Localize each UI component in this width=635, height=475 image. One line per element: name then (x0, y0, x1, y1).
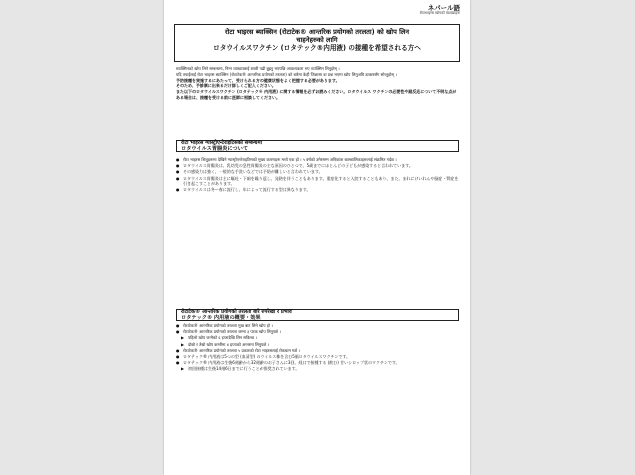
section-heading-rotavirus (176, 140, 459, 152)
bullet-icon: ● (176, 187, 180, 193)
title-japanese: ロタウイルスワクチン (ロタテック®内用液) の接種を希望される方へ (213, 44, 421, 52)
list-subitem: ▶ 初回接種は生後14週6日までに行うことが推奨されています。 (181, 366, 300, 372)
list-subitem: ▶ पहिलो खोप जन्मेको ६ हप्तादेखि लिन सकिन्छ । (181, 335, 257, 341)
section2-heading-japanese: ロタテック® 内用液の概要・効果 (181, 314, 261, 321)
title-nepali-line1: रोटा भाइरस ब्याक्सिन (रोटाटेक® आन्तरिक प्रयोगको तरलता) को खोप लिन (224, 28, 409, 36)
arrow-icon: ▶ (181, 335, 185, 341)
bullet-icon: ● (176, 329, 180, 335)
bullet-icon: ● (176, 360, 180, 366)
list-item: ● रोटाटेक® आन्तरिक प्रयोगको तरलता जम्मा ३ पटक खोप लिनुपर्छ । (176, 329, 281, 335)
header-subtitle: रोटाभाइरस खोपको व्याख्याहरू (419, 11, 460, 15)
list-item: ● ロタウイルス胃腸炎は、乳幼児の急性胃腸炎の主な原因のひとつで、5歳までにほとんどの子どもが感染すると言われています。 (176, 163, 413, 169)
list-item: ● रोटा भाइरस शिशुहरूमा देखिने ग्यास्ट्रोएन्टेराइटिसको मुख्य कारणहरू मध्ये एक हो । ५ वर्षको उमेरसम्म अधिकांश बालबालिकाहरूलाई संक्रमित गर्दछ । (176, 157, 397, 162)
intro-text (176, 66, 459, 101)
list-item: ● ロタテック® 内用液は5つの型 (血清型) のウイルス株を含む5価ロタウイルスワクチンです。 (176, 353, 351, 359)
section1-list (176, 157, 459, 194)
bullet-icon: ● (176, 175, 180, 181)
list-item: ● रोटाटेक® आन्तरिक प्रयोगको तरलता मुख बाट लिने खोप हो । (176, 323, 273, 328)
arrow-icon: ▶ (181, 366, 185, 372)
section2-heading-nepali: रोटाटेक® आन्तरिक प्रयोगको तरलता बारे रुपरेखा र प्रभाव (181, 309, 292, 315)
arrow-icon: ▶ (181, 341, 185, 347)
bullet-icon: ● (176, 157, 180, 162)
section-heading-rotateq (176, 309, 459, 321)
title-nepali-line2: चाहनेहरुको लागि (296, 36, 338, 44)
list-item: ● ロタウイルスは冬〜春に流行し、年によって流行する型は異なります。 (176, 187, 311, 193)
list-item: ● その感染力は強く、一般的な手洗いなどでは予防が難しいと言われています。 (176, 169, 323, 175)
list-item: ● रोटाटेक® आन्तरिक प्रयोगको तरलता ५ प्रकारको रोटा भाइरसलाई रोकथाम गर्छ । (176, 347, 300, 353)
bullet-icon: ● (176, 169, 180, 175)
bullet-icon: ● (176, 353, 180, 359)
intro-nepali-1: ब्याक्सिनको खोप लिने सम्बन्धमा, निम्न व्याख्यालाई राम्ररी पढी बुझ्नु भएपछि आवश्यकता भए व्याक्सिन लिनुहोस् । (176, 66, 340, 71)
intro-japanese-1: 予防接種を実施するにあたって、受けられる方の健康状態をよく把握する必要があります。 (176, 77, 340, 83)
section2-list (176, 323, 459, 373)
list-item: ● ロタウイルス胃腸炎は主に嘔吐・下痢を繰り返し、発熱を伴うこともあります。重症化すると入院することもあり、また、まれにけいれんや脳症・腎症を引き起こすことがあります。 (176, 175, 459, 187)
bullet-icon: ● (176, 323, 180, 328)
section1-heading-japanese: ロタウイルス胃腸炎について (181, 145, 249, 152)
bullet-icon: ● (176, 347, 180, 353)
title-box (174, 24, 460, 62)
intro-japanese-2: そのため、予診票に出来るだけ詳しくご記入ください。 (176, 83, 276, 89)
intro-japanese-3: また以下のロタウイルスワクチン (ロタテック® 内用液) に関する情報を必ずお読みください。ロタウイルス ワクチンの必要性や副反応について不明な点がある場合は、接種を受ける前に医師に相談してください。 (176, 89, 457, 100)
list-item: ● ロタテック® 内用液は生後6週齢から32週齢のお子さんに3回、経口で接種する (飲む) 甘いシロップ状のワクチンです。 (176, 360, 400, 366)
section1-heading-nepali: रोटा भाइरस ग्यास्ट्रोएन्टेराइटिसको सम्बन्धमा (181, 140, 262, 146)
language-label: ネパール語 (427, 4, 460, 12)
document-page (164, 0, 470, 475)
bullet-icon: ● (176, 163, 180, 169)
intro-nepali-2: यदि तपाईंलाई रोटा भाइरस ब्याक्सिन (रोटाटेक® आन्तरिक प्रयोगको तरलता) को बारेमा केही जिज्ञासा वा प्रश्न भएमा खोप लिनुअघि डाक्टरसँग सोध्नुहोस् । (176, 71, 397, 77)
list-subitem: ▶ दोस्रो र तेस्रो खोप कम्तीमा ४ हप्ताको अन्तरमा लिनुपर्छ । (181, 341, 269, 347)
